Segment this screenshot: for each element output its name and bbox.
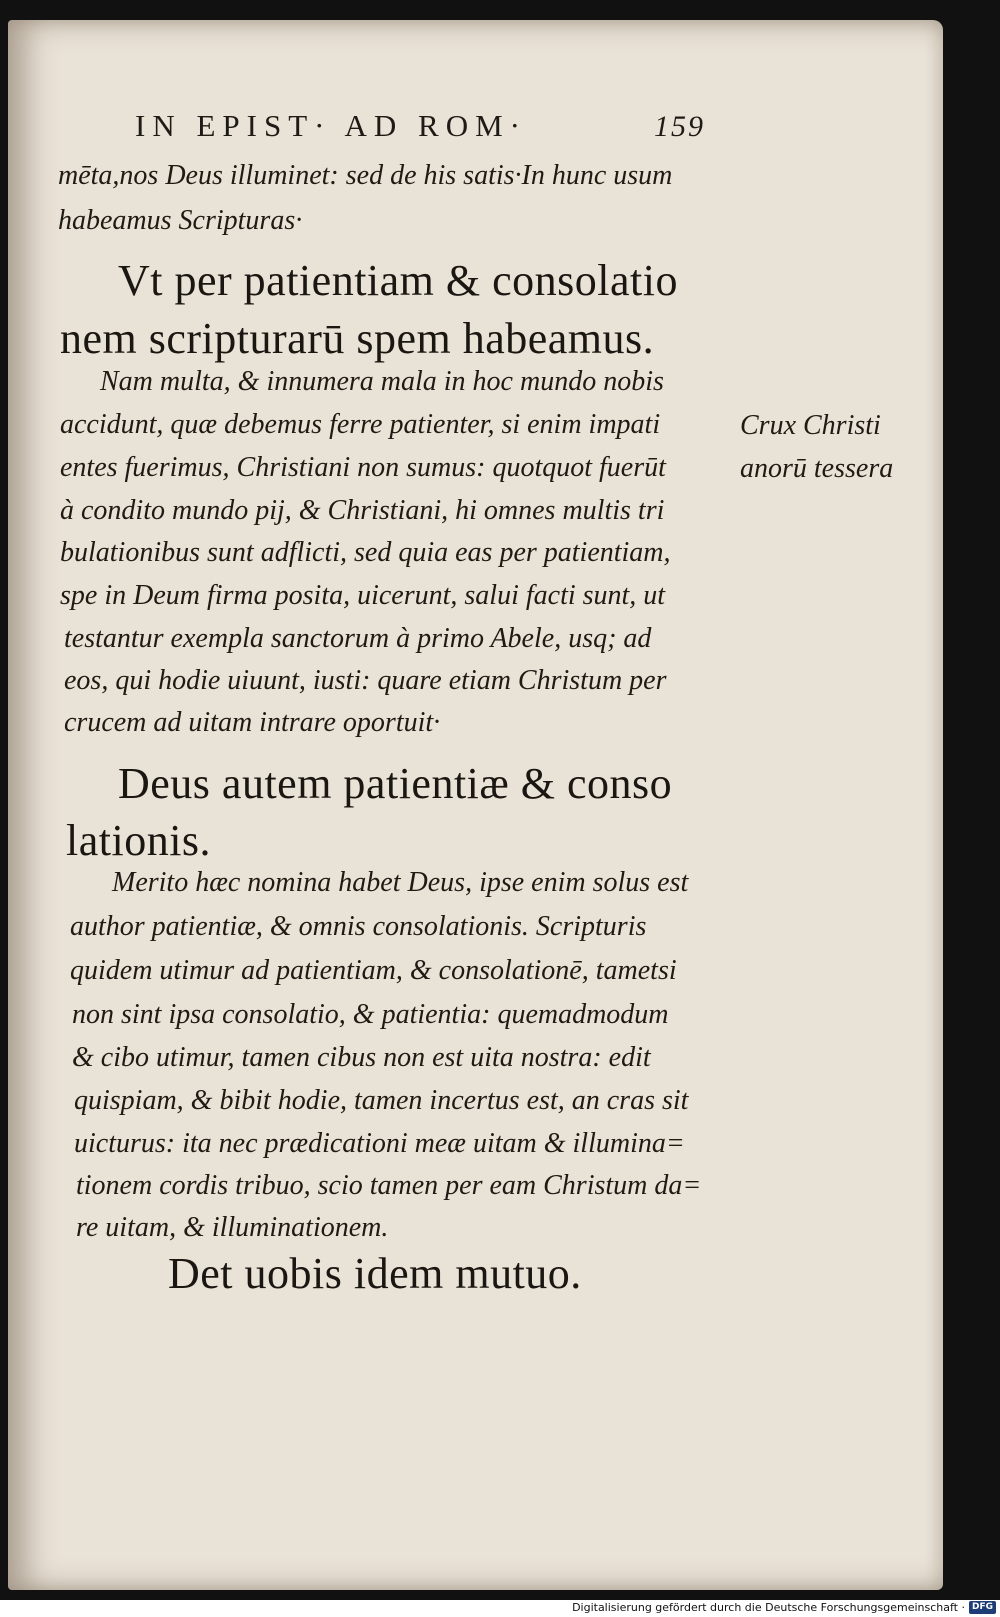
text-line: uicturus: ita nec prædicationi meæ uitam & illumina=	[74, 1128, 685, 1159]
text-line: accidunt, quæ debemus ferre patienter, si enim impati	[60, 409, 661, 440]
text-line: bulationibus sunt adflicti, sed quia eas per patientiam,	[60, 537, 671, 568]
text-line: à condito mundo pij, & Christiani, hi omnes multis tri	[60, 495, 665, 526]
text-line: non sint ipsa consolatio, & patientia: quemadmodum	[72, 999, 669, 1030]
text-line: habeamus Scripturas·	[58, 205, 303, 236]
running-head-title: IN EPIST· AD ROM·	[135, 108, 527, 143]
lemma-line: lationis.	[66, 816, 212, 865]
text-line: mēta,nos Deus illuminet: sed de his satis·In hunc usum	[58, 160, 673, 191]
page-number: 159	[654, 110, 705, 143]
text-line: quispiam, & bibit hodie, tamen incertus est, an cras sit	[74, 1085, 689, 1116]
lemma-line: nem scripturarū spem habeamus.	[60, 314, 655, 363]
text-line: testantur exempla sanctorum à primo Abele, usq; ad	[64, 623, 652, 654]
text-line: crucem ad uitam intrare oportuit·	[64, 707, 441, 738]
text-line: Nam multa, & innumera mala in hoc mundo nobis	[100, 366, 664, 397]
text-line: spe in Deum firma posita, uicerunt, salui facti sunt, ut	[60, 580, 666, 611]
text-line: Merito hæc nomina habet Deus, ipse enim solus est	[112, 867, 689, 898]
text-line: tionem cordis tribuo, scio tamen per eam Christum da=	[76, 1170, 702, 1201]
footer	[572, 1601, 996, 1614]
text-line: entes fuerimus, Christiani non sumus: quotquot fuerūt	[60, 452, 666, 483]
text-line: author patientiæ, & omnis consolationis. Scripturis	[70, 911, 647, 942]
text-line: re uitam, & illuminationem.	[76, 1212, 389, 1243]
lemma-line: Deus autem patientiæ & conso	[118, 759, 673, 808]
text-line: & cibo utimur, tamen cibus non est uita nostra: edit	[72, 1042, 651, 1073]
dfg-logo-icon: DFG	[969, 1601, 996, 1614]
margin-note: Crux Christi	[740, 410, 881, 441]
text-line: eos, qui hodie uiuunt, iusti: quare etiam Christum per	[64, 665, 667, 696]
margin-note: anorū tessera	[740, 453, 894, 484]
lemma-line: Det uobis idem mutuo.	[168, 1249, 582, 1298]
text-line: quidem utimur ad patientiam, & consolationē, tametsi	[70, 955, 677, 986]
lemma-line: Vt per patientiam & consolatio	[118, 256, 678, 305]
running-head	[135, 108, 705, 144]
footer-credit: Digitalisierung gefördert durch die Deutsche Forschungsgemeinschaft ·	[572, 1601, 965, 1614]
